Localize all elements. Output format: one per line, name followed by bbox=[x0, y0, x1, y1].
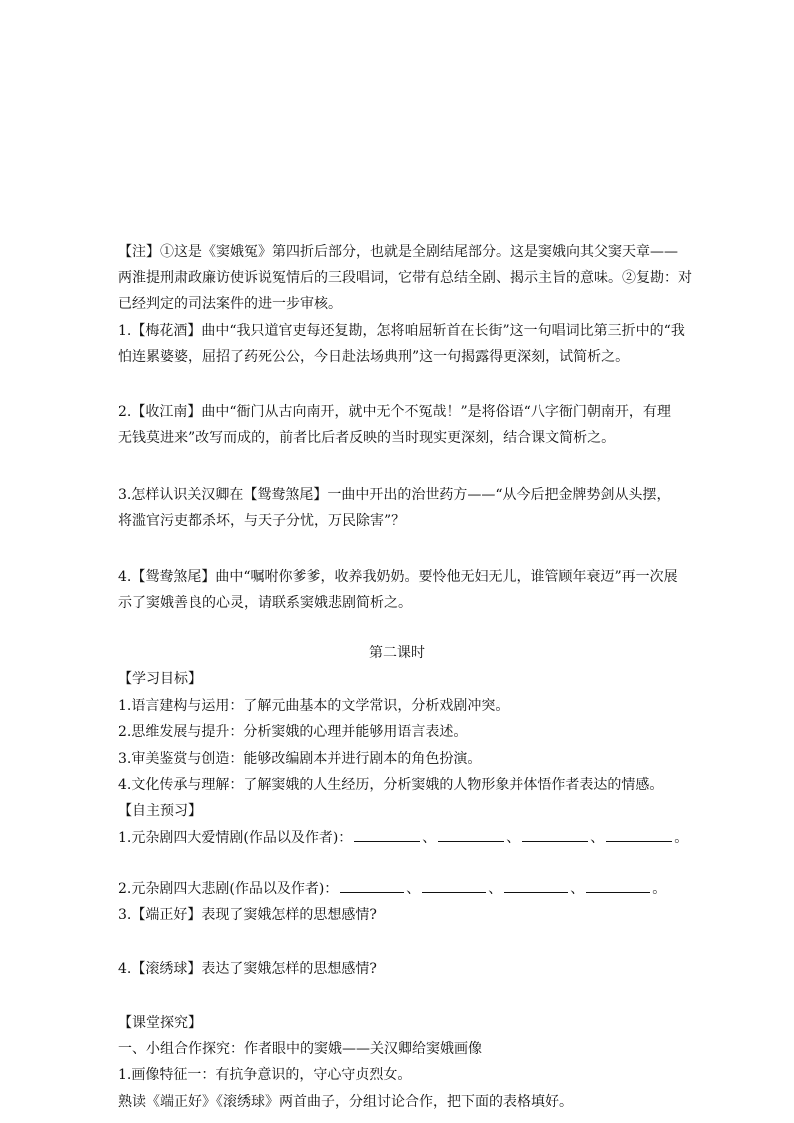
separator: 、 bbox=[488, 881, 503, 897]
preview-item-1-label: 1.元杂剧四大爱情剧(作品以及作者)： bbox=[118, 830, 353, 846]
explore-item-1: 一、小组合作探究：作者眼中的窦娥——关汉卿给窦娥画像 bbox=[118, 1041, 482, 1057]
separator: 、 bbox=[506, 830, 521, 846]
end-mark: 。 bbox=[652, 881, 667, 897]
end-mark: 。 bbox=[674, 830, 689, 846]
question-2-line-2: 无钱莫进来”改写而成的，前者比后者反映的当时现实更深刻，结合课文简析之。 bbox=[118, 430, 616, 446]
preview-item-1 bbox=[118, 829, 688, 847]
goals-heading: 【学习目标】 bbox=[118, 671, 202, 687]
separator: 、 bbox=[422, 830, 437, 846]
goal-1: 1.语言建构与运用：了解元曲基本的文学常识，分析戏剧冲突。 bbox=[118, 698, 510, 714]
answer-blank[interactable] bbox=[586, 880, 650, 893]
goal-2: 2.思维发展与提升：分析窦娥的心理并能够用语言表述。 bbox=[118, 724, 468, 740]
preview-heading: 【自主预习】 bbox=[118, 803, 202, 819]
answer-blank[interactable] bbox=[354, 829, 420, 842]
question-1-line-1: 1.【梅花酒】曲中“我只道官吏每还复勘，怎将咱屈斩首在长街”这一句唱词比第三折中的“我 bbox=[118, 323, 685, 339]
question-2-line-1: 2.【收江南】曲中“衙门从古向南开，就中无个不冤哉！”是将俗语“八字衙门朝南开，有理 bbox=[118, 404, 671, 420]
preview-item-2 bbox=[118, 880, 666, 898]
preview-item-2-label: 2.元杂剧四大悲剧(作品以及作者)： bbox=[118, 881, 339, 897]
explore-instruction: 熟读《端正好》《滚绣球》两首曲子，分组讨论合作，把下面的表格填好。 bbox=[118, 1094, 573, 1110]
answer-blank[interactable] bbox=[422, 880, 486, 893]
answer-blank[interactable] bbox=[438, 829, 504, 842]
goal-3: 3.审美鉴赏与创造：能够改编剧本并进行剧本的角色扮演。 bbox=[118, 751, 482, 767]
note-line-3: 已经判定的司法案件的进一步审核。 bbox=[118, 296, 342, 312]
answer-blank[interactable] bbox=[340, 880, 404, 893]
answer-blank[interactable] bbox=[504, 880, 568, 893]
question-1-line-2: 怕连累婆婆，屈招了药死公公，今日赴法场典刑”这一句揭露得更深刻，试简析之。 bbox=[118, 349, 630, 365]
separator: 、 bbox=[570, 881, 585, 897]
note-line-1: 【注】①这是《窦娥冤》第四折后部分，也就是全剧结尾部分。这是窦娥向其父窦天章—— bbox=[118, 244, 678, 260]
separator: 、 bbox=[406, 881, 421, 897]
goal-4: 4.文化传承与理解：了解窦娥的人生经历，分析窦娥的人物形象并体悟作者表达的情感。 bbox=[118, 777, 664, 793]
explore-heading: 【课堂探究】 bbox=[118, 1015, 202, 1031]
question-3-line-1: 3.怎样认识关汉卿在【鸳鸯煞尾】一曲中开出的治世药方——“从今后把金牌势剑从头摆， bbox=[118, 487, 671, 503]
section-title: 第二课时 bbox=[369, 645, 425, 661]
question-3-line-2: 将滥官污吏都杀坏，与天子分忧，万民除害”？ bbox=[118, 513, 406, 529]
answer-blank[interactable] bbox=[522, 829, 588, 842]
explore-item-2: 1.画像特征一：有抗争意识的，守心守贞烈女。 bbox=[118, 1067, 412, 1083]
preview-item-3: 3.【端正好】表现了窦娥怎样的思想感情? bbox=[118, 907, 377, 923]
answer-blank[interactable] bbox=[606, 829, 672, 842]
separator: 、 bbox=[590, 830, 605, 846]
note-line-2: 两淮提刑肃政廉访使诉说冤情后的三段唱词，它带有总结全剧、揭示主旨的意味。②复勘：对 bbox=[118, 270, 692, 286]
preview-item-4: 4.【滚绣球】表达了窦娥怎样的思想感情? bbox=[118, 961, 377, 977]
question-4-line-1: 4.【鸳鸯煞尾】曲中“嘱咐你爹爹，收养我奶奶。要怜他无妇无儿，谁管顾年衰迈”再一次展 bbox=[118, 569, 678, 585]
question-4-line-2: 示了窦娥善良的心灵，请联系窦娥悲剧简析之。 bbox=[118, 595, 412, 611]
